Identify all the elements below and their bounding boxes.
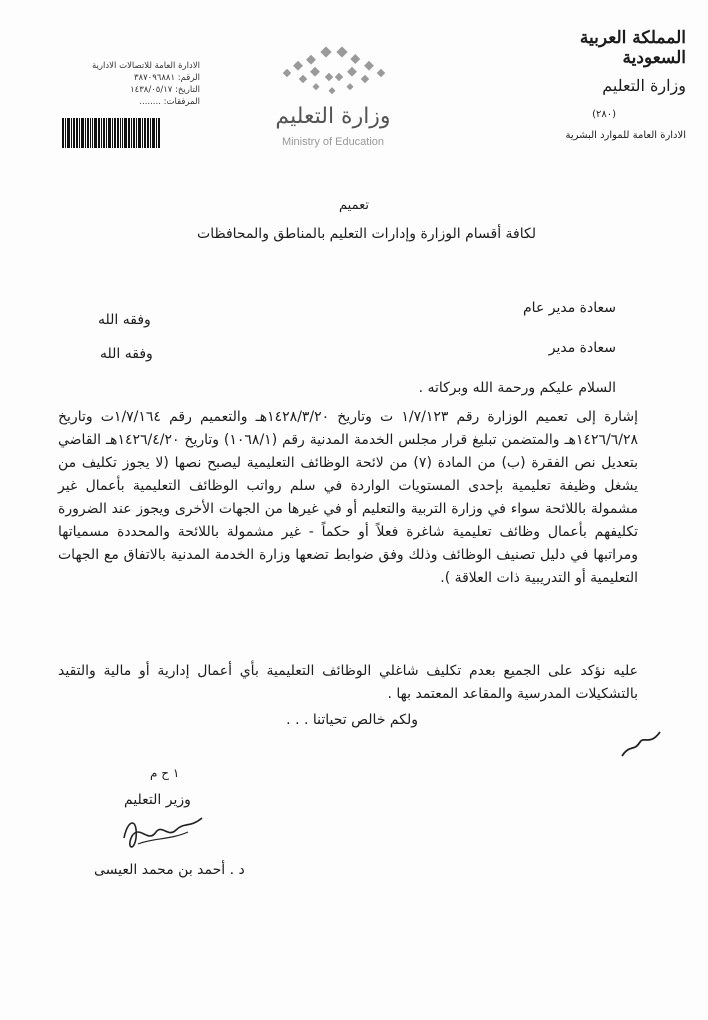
handwritten-signature <box>118 808 208 858</box>
margin-mark <box>616 724 666 764</box>
logo-english-text: Ministry of Education <box>281 136 385 148</box>
stamp-department: الادارة العامة للاتصالات الادارية <box>92 61 200 71</box>
stamp-date: التاريخ: ١٤٣٨/٠٥/١٧ <box>130 85 200 95</box>
signatory-title: وزير التعليم <box>124 792 191 808</box>
letterhead-right <box>516 28 686 141</box>
signatory-name: د . أحمد بن محمد العيسى <box>94 862 245 878</box>
closing-line: ولكم خالص تحياتنا . . . <box>286 712 418 728</box>
stamp-attachments: المرفقات: ........ <box>139 97 200 107</box>
kingdom-name: المملكة العربية السعودية <box>579 28 686 68</box>
addressee-general-director: سعادة مدير عام <box>523 300 616 316</box>
document-title: تعميم <box>339 198 369 213</box>
stamp-number: الرقم: ٣٨٧٠٩٦٨٨١ <box>133 73 200 83</box>
barcode <box>62 118 172 148</box>
ministry-name: وزارة التعليم <box>602 76 686 95</box>
department-name: الادارة العامة للموارد البشرية <box>565 130 686 141</box>
addressee-director: سعادة مدير <box>548 340 616 356</box>
greeting: السلام عليكم ورحمة الله وبركاته . <box>418 380 616 396</box>
addressee-blessing-2: وفقه الله <box>100 346 153 362</box>
reference-stamp <box>40 60 200 108</box>
header-code: (٢٨٠) <box>592 109 616 120</box>
directive-paragraph: عليه نؤكد على الجميع بعدم تكليف شاغلي الوظائف التعليمية بأي أعمال إدارية أو مالية والتقيد بالتشكيلات المدرسية والمقاعد المعتمد بها . <box>58 663 638 702</box>
logo-arabic-text: وزارة التعليم <box>275 104 391 129</box>
signature-initials: ١ ح م <box>150 766 180 780</box>
document-subtitle: لكافة أقسام الوزارة وإدارات التعليم بالمناطق والمحافظات <box>197 226 536 242</box>
addressee-blessing-1: وفقه الله <box>98 312 151 328</box>
body-paragraph: إشارة إلى تعميم الوزارة رقم ١/٧/١٢٣ ت وتاريخ ١٤٢٨/٣/٢٠هـ والتعميم رقم ١/٧/١٦٤ت وتاريخ ١٤٢٦/٦/٢٨هـ والمتضمن تبليغ قرار مجلس الخدمة المدنية رقم (١٠٦٨/١) وتاريخ ١٤٢٦/٤/٢٠هـ القاضي بتعديل نص الفقرة (ب) من المادة (٧) من لائحة الوظائف التعليمية ليصبح نصها (لا يجوز تكليف من يشغل وظيفة تعليمية بإحدى المستويات الواردة في سلم رواتب الوظائف التعليمية بأعمال غير مشمولة باللائحة سواء في وزارة التربية والتعليم أو في غيرها من الجهات الأخرى ويجوز عند الضرورة تكليفهم بأعمال وظائف تعليمية شاغرة فعلاً أو حكماً - غير مشمولة باللائحة والمحددة مسمياتها ومراتبها في دليل تصنيف الوظائف وذلك وفق ضوابط تضعها وزارة الخدمة المدنية بالاتفاق مع الجهات التعليمية أو التدريبية ذات العلاقة ). <box>58 409 639 586</box>
